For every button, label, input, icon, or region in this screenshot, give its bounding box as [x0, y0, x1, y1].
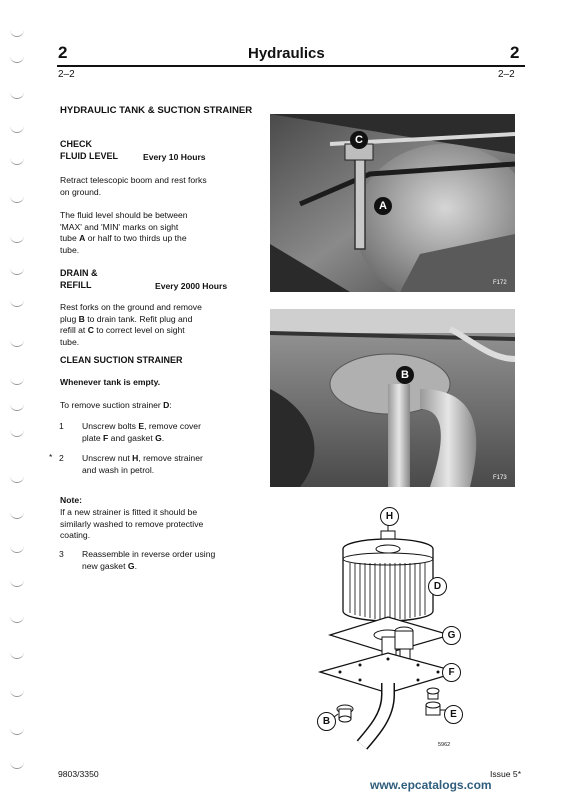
- strainer-exploded-diagram: [300, 505, 485, 760]
- ref-letter: C: [87, 325, 94, 336]
- doc-number: 9803/3350: [58, 769, 99, 779]
- text-run: to drain tank. Refit plug and: [84, 313, 193, 324]
- photo-sight-tube-illustration: [270, 114, 515, 292]
- step-1-number: 1: [59, 421, 64, 431]
- margin-mark: [10, 430, 24, 437]
- callout-b: B: [317, 712, 336, 731]
- margin-mark: [10, 762, 24, 769]
- page-number-left: 2–2: [58, 69, 75, 80]
- callout-f: F: [442, 663, 461, 682]
- margin-mark: [10, 30, 24, 37]
- callout-h: H: [380, 507, 399, 526]
- text-run: to correct level on sight: [93, 325, 185, 336]
- margin-mark: [10, 340, 24, 347]
- margin-mark: [10, 126, 24, 133]
- text-run: Unscrew bolts: [82, 421, 139, 431]
- step-2-text: [82, 453, 203, 476]
- note-text: [60, 507, 203, 542]
- section-title: HYDRAULIC TANK & SUCTION STRAINER: [60, 105, 253, 116]
- margin-mark: [10, 690, 24, 697]
- text-line: [60, 314, 202, 326]
- step-1-text: [82, 421, 201, 444]
- chapter-number-left: 2: [58, 43, 68, 62]
- text-run: , remove cover: [144, 421, 201, 431]
- ref-letter: G: [155, 432, 162, 443]
- callout-e: E: [444, 705, 463, 724]
- ref-letter: E: [138, 421, 145, 431]
- revision-asterisk: *: [49, 452, 53, 462]
- ref-letter: F: [103, 432, 109, 443]
- text-line: tube.: [60, 244, 80, 255]
- text-line: [82, 421, 201, 433]
- margin-mark: [10, 476, 24, 483]
- ref-letter: G: [127, 560, 135, 571]
- text-line: If a new strainer is fitted it should be: [60, 507, 198, 517]
- watermark: www.epcatalogs.com: [370, 778, 492, 792]
- text-line: similarly washed to remove protective: [60, 518, 204, 529]
- header-rule: [57, 65, 525, 67]
- margin-mark: [10, 158, 24, 165]
- clean-intro: [60, 400, 172, 412]
- margin-mark: [10, 512, 24, 519]
- text-run: or half to two thirds up the: [85, 233, 187, 244]
- text-line: The fluid level should be between: [60, 210, 188, 220]
- callout-c: C: [350, 131, 368, 149]
- ref-letter: D: [163, 400, 170, 410]
- text-run: plug: [60, 313, 79, 324]
- check-heading: CHECK: [60, 139, 93, 149]
- margin-mark: [10, 546, 24, 553]
- text-run: To remove suction strainer: [60, 400, 164, 410]
- text-line: Reassemble in reverse order using: [82, 549, 216, 559]
- text-line: Rest forks on the ground and remove: [60, 302, 202, 312]
- text-line: [60, 233, 188, 245]
- refill-heading: REFILL: [60, 280, 92, 290]
- margin-mark: [10, 92, 24, 99]
- drain-paragraph: [60, 302, 202, 348]
- margin-mark: [10, 300, 24, 307]
- margin-mark: [10, 236, 24, 243]
- callout-a: A: [374, 197, 392, 215]
- text-run: and gasket: [108, 432, 156, 443]
- step-2-number: 2: [59, 453, 64, 463]
- photo-1-label: F172: [493, 280, 507, 286]
- text-line: Retract telescopic boom and rest forks: [60, 175, 207, 185]
- page-number-right: 2–2: [498, 69, 515, 80]
- text-run: Unscrew nut: [82, 453, 133, 463]
- photo-sight-tube: [270, 114, 515, 292]
- margin-mark: [10, 728, 24, 735]
- check-interval: Every 10 Hours: [143, 152, 206, 162]
- photo-drain-plug: [270, 309, 515, 487]
- margin-mark: [10, 652, 24, 659]
- note-heading: Note:: [60, 495, 82, 505]
- fluid-level-heading: FLUID LEVEL: [60, 151, 118, 161]
- text-line: and wash in petrol.: [82, 464, 155, 475]
- photo-2-label: F173: [493, 475, 507, 481]
- callout-g: G: [442, 626, 461, 645]
- drain-interval: Every 2000 Hours: [155, 281, 228, 291]
- text-line: tube.: [60, 336, 80, 347]
- text-line: 'MAX' and 'MIN' marks on sight: [60, 221, 179, 232]
- clean-heading: CLEAN SUCTION STRAINER: [60, 355, 183, 365]
- text-run: tube: [60, 233, 80, 244]
- text-line: [82, 453, 203, 465]
- text-line: [82, 433, 201, 445]
- margin-mark: [10, 580, 24, 587]
- photo-drain-plug-illustration: [270, 309, 515, 487]
- chapter-number-right: 2: [510, 43, 520, 62]
- text-run: .: [161, 432, 165, 443]
- step-3-number: 3: [59, 549, 64, 559]
- callout-d: D: [428, 577, 447, 596]
- text-run: refill at: [60, 325, 88, 336]
- ref-letter: A: [79, 233, 86, 244]
- text-run: , remove strainer: [138, 453, 203, 463]
- text-line: coating.: [60, 530, 91, 541]
- margin-mark: [10, 378, 24, 385]
- margin-mark: [10, 56, 24, 63]
- margin-mark: [10, 404, 24, 411]
- margin-mark: [10, 268, 24, 275]
- margin-mark: [10, 196, 24, 203]
- step-3-text: [82, 549, 215, 572]
- text-line: [60, 325, 202, 337]
- page-title: Hydraulics: [248, 45, 325, 62]
- diagram-label: 5962: [438, 742, 451, 748]
- callout-b: B: [396, 366, 414, 384]
- text-run: plate: [82, 432, 104, 443]
- check-paragraph-2: [60, 210, 188, 256]
- margin-mark: [10, 616, 24, 623]
- issue-number: Issue 5*: [490, 769, 522, 779]
- ref-letter: B: [78, 313, 85, 324]
- text-run: .: [134, 560, 137, 571]
- text-run: :: [169, 400, 172, 410]
- text-line: on ground.: [60, 186, 102, 197]
- whenever-note: Whenever tank is empty.: [60, 377, 161, 387]
- drain-heading: DRAIN &: [60, 268, 98, 278]
- text-run: new gasket: [82, 560, 128, 571]
- ref-letter: H: [132, 453, 139, 463]
- text-line: [82, 561, 215, 573]
- check-paragraph-1: [60, 175, 207, 198]
